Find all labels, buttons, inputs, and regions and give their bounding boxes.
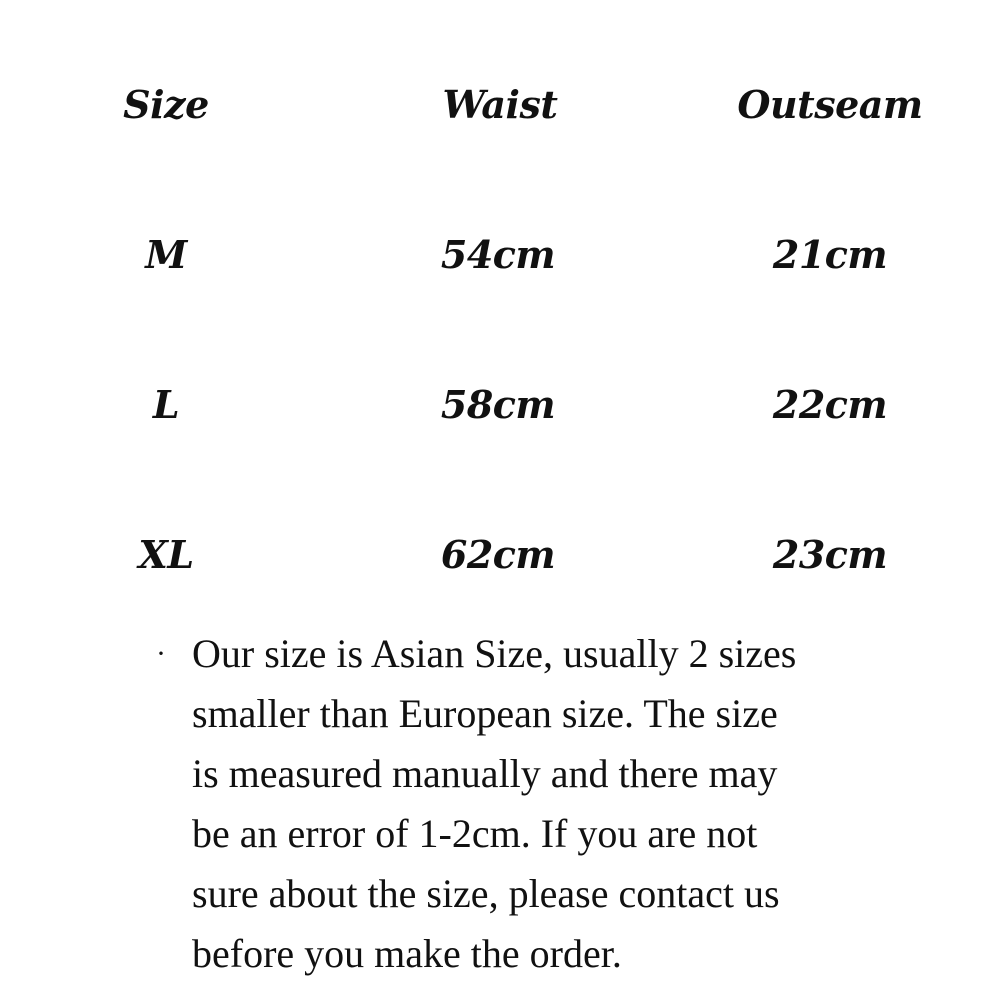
row-m-waist: 54cm [440,232,556,277]
row-xl-outseam: 23cm [772,532,888,577]
size-note-text [192,624,892,984]
note-line: is measured manually and there may [192,751,778,796]
bullet-marker: · [156,637,166,670]
row-l-size: L [152,382,180,427]
row-m-outseam: 21cm [772,232,888,277]
note-line: be an error of 1-2cm. If you are not [192,811,758,856]
note-line: smaller than European size. The size [192,691,778,736]
note-line: Our size is Asian Size, usually 2 sizes [192,631,797,676]
row-xl-size: XL [138,532,194,577]
header-waist: Waist [442,82,558,127]
header-size: Size [123,82,209,127]
row-xl-waist: 62cm [440,532,556,577]
header-outseam: Outseam [737,82,923,127]
note-line: before you make the order. [192,931,622,976]
note-line: sure about the size, please contact us [192,871,780,916]
row-l-waist: 58cm [440,382,556,427]
row-m-size: M [145,232,187,277]
row-l-outseam: 22cm [772,382,888,427]
